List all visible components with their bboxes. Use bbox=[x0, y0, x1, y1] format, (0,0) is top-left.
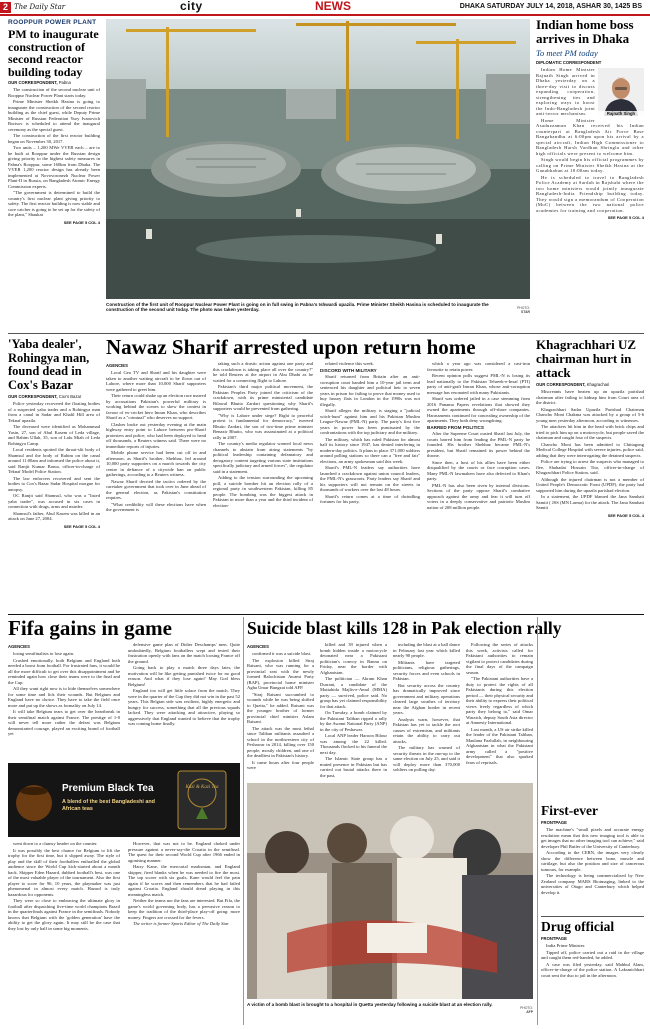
paragraph: The construction of the first reactor building began on November 30, 2017. bbox=[8, 133, 100, 144]
paragraph: Sharif's return comes at a time of dwindling fortunes for his party, bbox=[320, 493, 420, 504]
paragraph: Neither the teams nor the fans are interested. But Fifa, the game's world governing body, has a pervasive reason to keep the tradition of the third-place play-off going: more money. Fingers are crossed for the fevers. bbox=[128, 898, 240, 920]
paragraph: Sharif alleges the military is staging a "judicial witch-hunt" against him and his Pakistan Muslim League-Nawaz (PML-N) party. The party's first five years in power has been punctuated by the confrontations with the top judiciary and the military. bbox=[320, 408, 420, 435]
paragraph: Local Geo TV and Sharif and his daughter were taken to another waiting aircraft to be flown out of Lahore, where more than 10,000 Sharif supporters were gathered to greet him. bbox=[106, 370, 206, 392]
credit-label: PHOTO: bbox=[520, 1006, 533, 1010]
photo-caption-area bbox=[106, 302, 530, 328]
story-body bbox=[541, 943, 644, 978]
byline-place: Cox's Bazar bbox=[58, 394, 82, 399]
news-label: NEWS bbox=[315, 0, 351, 13]
portrait-name: Rajnath Singh bbox=[598, 111, 644, 116]
paragraph: On Tuesday, a bomb claimed by the Pakistani Taliban ripped a rally by the Awami National Party (ANP) in the city of Peshawar. bbox=[320, 710, 387, 732]
section-label: city bbox=[180, 0, 203, 13]
story-byline bbox=[8, 394, 100, 399]
paragraph: Local ANP leader Haroon Bilour was among the 22 killed. Thousands flocked to his funeral the next day. bbox=[320, 733, 387, 755]
divider bbox=[537, 617, 538, 1025]
paragraph: The machine's "small pixels and accurate energy resolution mean that this new imaging tool is able to get images that no other imaging tool can achieve," said developer Phil Butler of the University of Canterbury. bbox=[541, 827, 644, 849]
story-col-4 bbox=[466, 642, 533, 766]
divider bbox=[8, 614, 644, 615]
story-byline: AGENCIES bbox=[247, 644, 269, 649]
page-number: 2 bbox=[0, 2, 11, 13]
paragraph: Last month, a US air strike killed the leader of the Pakistani Taliban, Maulana Fazlullah, in neighbouring Afghanistan in what the Pakistani army called a "positive development" that also sparked fears of reprisals. bbox=[466, 726, 533, 765]
paragraph: Sharif was ordered jailed in a case stemming from 2016 Panama Papers revelations that showed they owned the apartments through off-shore companies. Harassments continued for concealing ownership of the apartments. They both deny wrongdoing. bbox=[427, 396, 530, 423]
story-col-2 bbox=[213, 361, 313, 509]
credit-source: AFP bbox=[526, 1010, 533, 1014]
paragraph: Sharif's PML-N leaders say authorities have launched a crackdown against union council leaders, the PML-N's grassroots. Party leaders say Sharif and his supporters will not remain on the streets in thousands of workers over the last 48 hours. bbox=[320, 465, 420, 492]
story-byline: FRONTPAGE bbox=[541, 936, 567, 941]
story-headline[interactable]: 'Yaba dealer', Rohingya man, found dead in Cox's Bazar bbox=[8, 337, 90, 392]
paragraph: The deceased were identified as Mohammad Yasin, 27, son of Abul Kasem of Leda village, and Rahim Ullah, 35, son of Lalu Miah of Leda Rohingya Camp. bbox=[8, 424, 100, 446]
paragraph: The military, which has ruled Pakistan for almost half its history since 1947, has denied interfering in modern-day politics. It plans to place 371,000 soldiers around polling stations so there can a "free and fair" elections, an army spokesman said this week. bbox=[320, 436, 420, 464]
paragraph: The attack was the most lethal since Taliban militants assaulted a school in the northwestern city of Peshawar in 2014, killing over 150 people, mostly children, and one of the deadliest in Pakistan's history. bbox=[247, 725, 314, 758]
story-col-3 bbox=[320, 361, 420, 506]
paragraph: Sharif returned from Britain after an anti-corruption court handed him a 10-year jail term and sentenced his daughter and political heir to seven years in prison for failing to prove that money used to buy luxury flats in London in the 1990s was not illegally. bbox=[320, 374, 420, 407]
story-rooppur bbox=[8, 19, 100, 337]
paragraph: Singh would begin his official programmes by calling on Prime Minister Sheikh Hasina at the Ganabhaban at 10:00am today. bbox=[536, 157, 644, 173]
paragraph: PML-N has also been riven by internal divisions. Sections of the party oppose Sharif's combative approach against the army and fear it will turn off voters in a deeply conservative and patriotic Muslim nation of 208 million people. bbox=[427, 482, 530, 510]
tea-ad-brand: Premium Black Tea bbox=[62, 783, 154, 794]
paragraph: losing semifinalists to lose again. bbox=[13, 651, 75, 656]
paragraph: It will take Belgium tears to get over the heartbreak in their semifinal match against France. The prestige of 1-0 will never tell more rather the defeat was Belgium demonstrated courage, played an exciting brand of football yet bbox=[8, 709, 120, 736]
byline-text: OUR CORRESPONDENT, bbox=[8, 80, 58, 86]
paragraph: Harry Kane, the mercurial marksman, and England skipper, fired blanks when he was needed to fire the most. The top scorer with six goals, Kane would feel the pain again if he scores and then remembers that he had failed against Croatia. England should dread playing in this meaningless match. bbox=[128, 864, 240, 897]
byline-text: OUR CORRESPONDENT, bbox=[8, 394, 58, 399]
blast-victim-image bbox=[247, 783, 533, 999]
story-drug-official bbox=[541, 919, 644, 1025]
byline-text: OUR CORRESPONDENT, bbox=[536, 382, 586, 387]
paragraph: However, that was not to be. England choked under pressure against a never-say-die Croatia in the semifinal. The quest for their second World Cup after 1966 ended in agonising manner. bbox=[128, 841, 240, 863]
photo-credit bbox=[517, 306, 530, 314]
story-byline: AGENCIES bbox=[8, 644, 30, 649]
see-page-link[interactable]: SEE PAGE 5 COL 4 bbox=[607, 512, 644, 518]
paragraph: He is scheduled to travel to Bangladesh Police Academy at Sardah in Rajshahi where the two home ministers would jointly inaugurate Bangladesh-India Friendship building today. They would sign a memorandum of Cooperation (MoC) between the two national police academies for training and cooperation. bbox=[536, 174, 644, 213]
story-headline[interactable]: Drug official bbox=[541, 919, 615, 934]
paragraph: OC Ranjit said Shamsul, who was a "listed yaba trader", was accused in six cases in connection with drugs, arms and murder. bbox=[8, 493, 100, 509]
story-byline: DIPLOMATIC CORRESPONDENT bbox=[536, 60, 602, 65]
story-body bbox=[8, 87, 100, 218]
paragraph: Clashes broke out yesterday evening at the main highway entry point to Lahore between pro-Sharif protesters and police, who had been deployed to head off thousands, a Reuters witness said. There were no immediate reports of injuries. bbox=[106, 421, 206, 449]
paragraph: After the Supreme Court ousted Sharif last July, the courts barred him from leading the PML-N party he founded. His brother Shehbaz became PML-N's president, but Sharif remained its power behind the throne. bbox=[427, 431, 530, 458]
story-kicker: ROOPPUR POWER PLANT bbox=[8, 19, 97, 26]
credit-source: STAR bbox=[521, 310, 530, 314]
paragraph: "Why is Lahore under siege? Right to peaceful protest is fundamental for democracy," tweeted Bhutto Zardari, the son of two-time prime minister Benazir Bhutto, who was assassinated at a political rally in 2007. bbox=[213, 412, 313, 440]
paragraph: Adding to the tension surrounding the upcoming poll, a suicide bomber hit an election rally of a regional party in southwestern Pakistan, killing 85 people. The bombing was the biggest attack in Pakistan in more than a year and the third incident of election- bbox=[213, 475, 313, 508]
story-col-1 bbox=[8, 651, 120, 737]
photo-caption: Construction of the first unit of Rooppur Nuclear Power Plant is going on in full swing in Pabna's Ishwardi upazila. Prime Minister Sheikh Hasina is scheduled to inaugurate the construction of the second unit today. The photo was taken yesterday. bbox=[106, 302, 489, 313]
photo-credit bbox=[520, 1006, 533, 1014]
story-first-ever bbox=[541, 803, 644, 915]
paragraph: The military has warned of security threats in the run-up to the same election on July 25, and said it will deploy more than 370,000 soldiers on polling day. bbox=[393, 745, 460, 772]
story-body bbox=[541, 827, 644, 895]
paragraph: Their return could shake up an election race marred by accusations Pakistan's powerful military is working behind the scenes to skew the contest in favour of ex-cricket hero Imran Khan, who describes Sharif as a "criminal" who deserves no support. bbox=[106, 393, 206, 420]
see-page-link[interactable]: SEE PAGE 5 COL 4 bbox=[63, 219, 100, 225]
paragraph: According to the CERN, the images very clearly show the difference between bone, muscle and cartilage, but also the position and size of cancerous tumours, for example. bbox=[541, 850, 644, 872]
story-col-4 bbox=[427, 361, 530, 511]
paragraph: Mobile phone service had been cut off in and afternoon, as Sharif's brother, Shehbaz, led around 10,000 party supporters on a march towards the city centre in defiance of a citywide ban on public gatherings, according to a Reuters witness. bbox=[106, 450, 206, 477]
paragraph: The country's media regulator warned local news channels to abstain from airing statements "by political leadership containing defamatory and derogatory content targeting various state institutions specifically judiciary and armed forces", the regulator said in a statement. bbox=[213, 441, 313, 474]
paragraph: went down to a clumsy header on the counter. bbox=[13, 841, 98, 846]
divider bbox=[8, 333, 644, 334]
dateline: DHAKA SATURDAY JULY 14, 2018, ASHAR 30, 1425 BS bbox=[459, 3, 642, 10]
story-body bbox=[536, 389, 644, 511]
story-col-2 bbox=[128, 642, 240, 728]
story-nawaz-sharif bbox=[106, 336, 530, 608]
story-byline bbox=[8, 80, 100, 85]
paragraph: Nawaz Sharif decried the tactics ordered by the caretaker government that took over in June ahead of the general election, as Pakistan's constitution requires. bbox=[106, 478, 206, 500]
story-indian-home-boss bbox=[536, 18, 644, 338]
paragraph: The law enforcers recovered and sent the bodies to Cox's Bazar Sadar Hospital morgue for autopsy. bbox=[8, 475, 100, 492]
paragraph: In a statement, the UPDF blamed the Jana Samhati Samiti ( JSS (MN Larma) for the attack. The Jana Samhati Samiti bbox=[536, 494, 644, 510]
tea-ad-product: Kazi & Kazi Tea bbox=[185, 785, 219, 790]
portrait-image bbox=[598, 68, 644, 116]
paragraph: The attackers hit him in the head with brick chips and tried to pick him up on a motorcycle, but people saved the chairman and caught four of the suspects. bbox=[536, 424, 644, 440]
paragraph: Police are trying to arrest the suspects who managed to flee, Shahadat Hossain Tito, officer-in-charge of Khagrachhari Police Station, said. bbox=[536, 459, 644, 475]
story-col-3 bbox=[393, 642, 460, 774]
paragraph: including the blast at a ball dance in February last year which killed nearly 90 people. bbox=[393, 642, 460, 658]
story-col-1-continued bbox=[8, 841, 120, 932]
story-col-1 bbox=[106, 370, 206, 513]
photo-caption-area bbox=[247, 1002, 533, 1024]
paragraph: Local residents spotted the throat-slit body of Shamsul and the body of Rahim on the canal around 11:00am and informed the police about it, said Ranjit Kumar Barua, officer-in-charge of Teknaf Model Police Station. bbox=[8, 447, 100, 474]
story-fifa bbox=[8, 617, 240, 1025]
story-body bbox=[8, 401, 100, 522]
paragraph: Since then, a host of his allies have been either disqualified by the courts or face corruption cases. Many PML-N lawmakers have also defected to Khan's party. bbox=[427, 459, 530, 481]
paragraph: "Siraj Raisani succumbed to wounds while he was being shifted to Quetta," he added. Raisani was the younger brother of former provincial chief minister Aslam Raisani. bbox=[247, 691, 314, 724]
paragraph: The explosion killed Siraj Raisani, who was running for a provincial seat with the newly formed Balochistan Awami Party (BAP), provincial home minister Agha Umar Bungzai told AFP. bbox=[247, 657, 314, 690]
masthead bbox=[0, 0, 650, 18]
credit-label: PHOTO: bbox=[517, 306, 530, 310]
paragraph: Militants have targeted politicians, religious gatherings, security forces and even schools in Pakistan. bbox=[393, 659, 460, 681]
writer-note: The writer is former Sports Editor of The Daily Star bbox=[133, 921, 229, 926]
paragraph: killed and 39 injured when a bomb hidden inside a motorcycle detonated near a Pakistani politician's convoy in Bannu on Friday, near the border with Afghanistan. bbox=[320, 642, 387, 675]
paragraph: "What credibility will these elections have when the government is bbox=[106, 501, 206, 512]
paragraph: Home Minister Asaduzzaman Khan received his Indian counterpart at Bangladesh Air Force Base Bangabandhu at 6:00pm upon his arrival by a special aircraft, Indian High Commissioner to Bangladesh Harsh Vardhan Shringla and other high officials were present to welcome him. bbox=[536, 117, 644, 156]
paragraph: Following the series of attacks this week, activists called for Pakistani authorities to remain vigilant to protect candidates during the final days of the campaign season. bbox=[466, 642, 533, 675]
story-col-1 bbox=[247, 651, 314, 771]
paragraph: It was possibly the best chance for Belgium to lift the trophy for the first time, but it slipped away. The style of play and the skill of their footballers enthralled the global audience since the World Cup kick-started about a month back. Skipper Eden Hazard, dubbed football's best, was one of the most valuable player of the tournament. Also the first player to score for 96, 10 years, the playmaker was just phenomenal in almost every match. Hazard is truly hazardous for opponents. bbox=[8, 847, 120, 897]
portrait-rajnath-singh bbox=[598, 68, 644, 116]
paragraph: They were so close to embracing the ultimate glory in football after dispatching five-time world champions Brazil in the quarterfinals against France in the semifinals. Nobody knows that Belgium with the 'golden generation' have the ability to get the glory again. It may still be the case that they lost by only half in some big moments. bbox=[8, 898, 120, 931]
paragraph: Recent opinion polls suggest PML-N is losing its lead nationally to the Pakistan Tehreek-e-Insaf (PTI) party of anti-graft Imran Khan, whose anti-corruption message has resonated with many Pakistanis. bbox=[427, 373, 530, 395]
byline-place: Khagrachari bbox=[586, 382, 610, 387]
tea-ad-tagline: A blend of the best Bangladeshi and African teas bbox=[62, 799, 155, 812]
paragraph: Police yesterday recovered the floating bodies of a suspected yaba trader and a Rohingya man from a canal in Sadar and Khalil Hill area of Teknaf upazila. bbox=[8, 401, 100, 423]
paragraph: related violence this week. bbox=[325, 361, 374, 366]
paragraph: Analysts warn, however, that Pakistan has yet to tackle the root causes of extremism, and militants retain the ability to carry out attacks. bbox=[393, 716, 460, 744]
tea-advertisement[interactable] bbox=[8, 763, 240, 837]
see-page-link[interactable]: SEE PAGE 5 COL 4 bbox=[63, 523, 100, 529]
story-byline: FRONTPAGE bbox=[541, 820, 567, 825]
photo-caption: A victim of a bomb blast is brought to a hospital in Quetta yesterday following a suicide blast at an election rally. bbox=[247, 1002, 493, 1007]
story-khagrachhari bbox=[536, 338, 644, 608]
paragraph: which a year ago was considered a cast-iron favourite to retain power. bbox=[427, 361, 530, 372]
story-headline[interactable]: Indian home boss arrives in Dhaka bbox=[536, 17, 634, 46]
paragraph: "The Pakistani authorities have a duty to protect the rights of all Pakistanis during this election period — their physical security and their ability to express their political views freely regardless of which party they belong to," said Omar Waraich, deputy South Asia director at Amnesty International. bbox=[466, 676, 533, 725]
paragraph: Indian Home Minister Rajnath Singh arrived in Dhaka yesterday on a three-day visit to discuss expanding cooperation, strengthening ties and exploring ways to boost the Indo-Bangladesh joint anti-terror mechanism. bbox=[536, 67, 595, 116]
paragraph: It came hours after four people were bbox=[247, 759, 314, 770]
subhead: BARRED FROM POLITICS bbox=[427, 424, 484, 430]
story-headline[interactable]: First-ever bbox=[541, 803, 598, 818]
photo-quetta-blast-victim bbox=[247, 783, 533, 999]
story-yaba-dealer bbox=[8, 338, 100, 608]
paragraph: England too will get little solace from the match. They were in the quarter of the Cup they did not win in the past 52 years. This Belgian side was resilient, highly energetic and hungry for success, something that all the previous squads lacked. They were attacking and attractive, playing so aggressively that England wanted to believe that the trophy was coming home finally. bbox=[128, 688, 241, 726]
story-headline[interactable]: Suicide blast kills 128 in Pak election rally bbox=[247, 618, 562, 638]
masthead-rule bbox=[0, 14, 650, 16]
story-byline: AGENCIES bbox=[106, 363, 128, 368]
story-subhead: To meet PM today bbox=[536, 48, 598, 58]
story-headline[interactable]: PM to inaugurate construction of second reactor building today bbox=[8, 27, 99, 79]
story-col-2-continued bbox=[128, 841, 240, 928]
byline-place: Pabna bbox=[58, 80, 71, 86]
paragraph: "The government is determined to build the country's first nuclear plant giving priority to safety. The first reactor building is now stable and core catcher is going to be set up for the safety of the plant," Shaukat bbox=[8, 190, 100, 218]
story-byline bbox=[536, 382, 644, 387]
paragraph: Tipped off, police carried out a raid in the village and caught them red-handed, he added. bbox=[541, 949, 644, 960]
paragraph: The construction of the second nuclear unit of Rooppur Nuclear Power Plant starts today. bbox=[8, 87, 100, 98]
paragraph: A case was filed yesterday, said Mahbul Alam, officer-in-charge of the police station. A Laksmichhari court sent the duo to jail in the afternoon. bbox=[541, 961, 644, 978]
subhead: DISCORD WITH MILITARY bbox=[320, 367, 377, 373]
paragraph: Going back to play a match three days later, the motivation will be like getting punished twice for no good reason. And what if they lose again? May God bless Belgium! bbox=[128, 665, 240, 687]
story-col-2 bbox=[320, 642, 387, 779]
paragraph: India Prime Minister. bbox=[546, 943, 586, 948]
see-page-link[interactable]: SEE PAGE 5 COL 4 bbox=[607, 215, 644, 220]
paragraph: Two units – 1,200 MWe VVER each – are to be built at Rooppur under the Russian design giving priority to the highest safety measures in Pabna's Rooppur, some 160km from Dhaka. The VVER 1,200 reactor design has already been implemented at Novovoronezh Nuclear Power Plant-II in Russia, on Bangladesh Atomic Energy Commission experts. bbox=[8, 145, 100, 189]
paragraph: Chancho Moni has been admitted to Chittagong Medical College Hospital with severe injuries, police said, adding that they were interrogating the detained suspects. bbox=[536, 441, 644, 458]
paragraph: confirmed it was a suicide blast. bbox=[252, 651, 312, 656]
divider bbox=[243, 617, 244, 1025]
paragraph: Although the injured chairman is not a member of United People's Democratic Front (UPDF), the party had supported him during the upazila parishad election. bbox=[536, 476, 644, 493]
paragraph: Crushed emotionally, both Belgium and England both needed a boost from football. For frustrated fans, it would be all the more difficult to get over this disappointment and be reminded again how close their teams were to the final and the Cup. bbox=[8, 657, 121, 685]
divider bbox=[541, 916, 644, 917]
paper-name: The Daily Star bbox=[14, 3, 66, 11]
paragraph: All they want right now is to hide themselves somewhere for some time and lick their wounds. But Belgium and England have no choice. They have to take the field once more and put up the shows as formality on July 14. bbox=[8, 686, 120, 708]
paragraph: But security across the country has dramatically improved since government and military operations cleared large swathes of territory near the Afghan border in recent years. bbox=[393, 682, 460, 715]
paragraph: Miscreants have beaten up an upazila parishad chairman after failing to kidnap him from Court area of the district. bbox=[536, 389, 644, 405]
paragraph: The politician — Akram Khan Durrani, a candidate of the Muttahida Majlis-e-Amal (MMA) party — survived, police said. No group has yet claimed responsibility for that attack. bbox=[320, 676, 387, 709]
paragraph: Pakistan's third major political movement, the Pakistan Peoples Party joined the criticism of the crackdown, with its prime ministerial candidate Bilawal Bhutto Zardari questioning why Sharif's supporters would be prevented from gathering. bbox=[213, 384, 313, 411]
paragraph: taking such a drastic action against one party and this crackdown is taking place all over the country?" he told Reuters at the airport in Abu Dhabi as he waited for a connecting flight to Lahore. bbox=[213, 361, 313, 383]
story-headline[interactable]: Nawaz Sharif arrested upon return home bbox=[106, 335, 476, 359]
paragraph: Prime Minister Sheikh Hasina is going to inaugurate the construction of the second reactor building as the chief guest, while Deputy Prime Minister of Russian Federation Yury Ivanovich Borisov is scheduled to attend the inaugural ceremony as the special guest. bbox=[8, 99, 100, 132]
paragraph: defensive game plan of Didier Deschamps' men. Quite undoubtedly, Belgium footballers wept and tested their frustration openly with fans on the match loosing France off the ground. bbox=[128, 642, 240, 664]
story-headline[interactable]: Khagrachhari UZ chairman hurt in attack bbox=[536, 337, 637, 380]
story-headline[interactable]: Fifa gains in game bbox=[8, 616, 172, 640]
photo-rooppur-construction bbox=[106, 19, 530, 299]
paragraph: Shamsul's father, Abul Kasem was killed in an attack on June 27, 2004. bbox=[8, 510, 100, 521]
paragraph: The technology is being commercialised by New Zealand company MARS Bioimaging, linked to the universities of Otago and Canterbury which helped develop it. bbox=[541, 873, 644, 895]
paragraph: Khagrachhari Sadar Upazila Parishad Chairman Chancho Moni Chakma was attacked by a group of 5-6 young men yesterday afternoon, according to witnesses. bbox=[536, 406, 644, 423]
paragraph: The Islamic State group has a muted presence in Pakistan but has carried out brutal attacks there in the past, bbox=[320, 756, 387, 778]
construction-scene-image bbox=[106, 19, 530, 299]
